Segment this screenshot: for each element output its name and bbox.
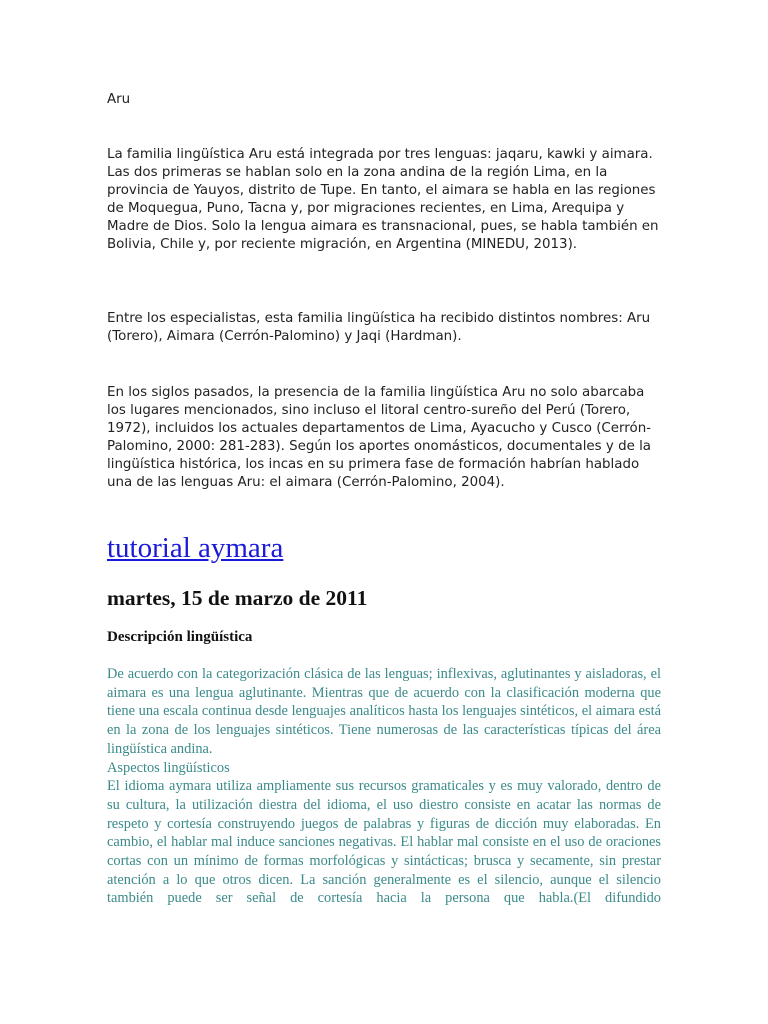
post-intro-paragraph: De acuerdo con la categorización clásica de las lenguas; inflexivas, aglutinantes y aisladoras, el aimara es una lengua aglutinante. Mientras que de acuerdo con la clasificación moderna que tiene una escala continua desde lenguajes analíticos hasta los lenguajes sintéticos, el aimara está en la zona de los lenguajes sintéticos. Tiene numerosas de las características típicas del área lingüística andina. — [107, 666, 661, 757]
blog-title-link[interactable]: tutorial aymara — [107, 532, 284, 564]
post-body — [107, 665, 661, 908]
post-subheading: Aspectos lingüísticos — [107, 759, 230, 776]
post-main-paragraph: El idioma aymara utiliza ampliamente sus recursos gramaticales y es muy valorado, dentro de su cultura, la utilización diestra del idioma, el uso diestro consiste en acatar las normas de respeto y cortesía construyendo juegos de palabras y figuras de dicción muy elaboradas. En cambio, el hablar mal induce sanciones negativas. El hablar mal consiste en el uso de oraciones cortas con un mínimo de formas morfológicas y sintácticas; brusca y secamente, sin prestar atención a lo que otros dicen. La sanción generalmente es el silencio, aunque el silencio también puede ser señal de cortesía hacia la persona que habla.(El difundido — [107, 778, 661, 907]
paragraph-historical-presence: En los siglos pasados, la presencia de la familia lingüística Aru no solo abarcaba los lugares mencionados, sino incluso el litoral centro-sureño del Perú (Torero, 1972), incluidos los actuales departamentos de Lima, Ayacucho y Cusco (Cerrón-Palomino, 2000: 281-283). Según los aportes onomásticos, documentales y de la lingüística histórica, los incas en su primera fase de formación habrían hablado una de las lenguas Aru: el aimara (Cerrón-Palomino, 2004). — [107, 385, 652, 490]
section-heading: Aru — [107, 92, 131, 107]
post-date: martes, 15 de marzo de 2011 — [107, 586, 368, 610]
paragraph-family-names: Entre los especialistas, esta familia lingüística ha recibido distintos nombres: Aru (Torero), Aimara (Cerrón-Palomino) y Jaqi (Hardman). — [107, 311, 651, 344]
paragraph-family-members: La familia lingüística Aru está integrada por tres lenguas: jaqaru, kawki y aimara. Las dos primeras se hablan solo en la zona andina de la región Lima, en la provincia de Yauyos, distrito de Tupe. En tanto, el aimara se habla en las regiones de Moquegua, Puno, Tacna y, por migraciones recientes, en Lima, Arequipa y Madre de Dios. Solo la lengua aimara es transnacional, pues, se habla también en Bolivia, Chile y, por reciente migración, en Argentina (MINEDU, 2013). — [107, 147, 659, 252]
post-title: Descripción lingüística — [107, 629, 253, 645]
